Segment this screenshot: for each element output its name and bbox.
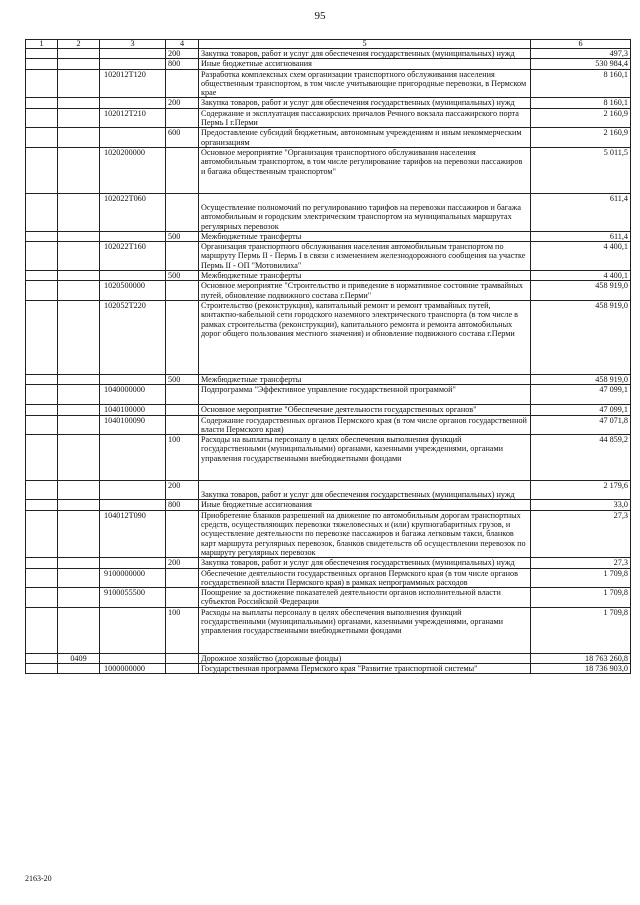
cell-section-code (26, 558, 58, 568)
cell-subsection-code (58, 281, 100, 301)
table-row (26, 663, 631, 673)
cell-amount: 1 709,8 (531, 588, 631, 608)
table-row (26, 300, 631, 374)
header-col-2: 2 (58, 40, 100, 49)
cell-target-article-code: 102012T210 (100, 108, 166, 128)
cell-description: Содержание государственных органов Пермского края (в том числе органов государственной власти Пермского края) (199, 415, 531, 435)
cell-expense-type-code (166, 568, 199, 588)
cell-description: Осуществление полномочий по регулированию тарифов на перевозки пассажиров и багажа автомобильным и городским электрическим транспортом на муниципальных маршрутах регулярных перевозок (199, 193, 531, 231)
cell-amount: 458 919,0 (531, 374, 631, 384)
cell-amount: 4 400,1 (531, 242, 631, 271)
cell-expense-type-code: 200 (166, 49, 199, 59)
cell-description: Межбюджетные трансферты (199, 374, 531, 384)
cell-target-article-code (100, 607, 166, 653)
cell-subsection-code (58, 49, 100, 59)
cell-description: Поощрение за достижение показателей деятельности органов исполнительной власти субъектов Российской Федерации (199, 588, 531, 608)
cell-section-code (26, 500, 58, 510)
cell-subsection-code (58, 588, 100, 608)
cell-section-code (26, 193, 58, 231)
table-row (26, 588, 631, 608)
cell-amount: 5 011,5 (531, 147, 631, 193)
cell-description: Дорожное хозяйство (дорожные фонды) (199, 653, 531, 663)
cell-section-code (26, 481, 58, 500)
cell-target-article-code: 1040100090 (100, 415, 166, 435)
cell-section-code (26, 69, 58, 98)
cell-subsection-code (58, 128, 100, 148)
cell-amount: 18 763 260,8 (531, 653, 631, 663)
cell-target-article-code (100, 231, 166, 241)
cell-amount: 458 919,0 (531, 300, 631, 374)
cell-description: Закупка товаров, работ и услуг для обеспечения государственных (муниципальных) нужд (199, 98, 531, 108)
table-row (26, 49, 631, 59)
cell-subsection-code: 0409 (58, 653, 100, 663)
cell-subsection-code (58, 481, 100, 500)
cell-target-article-code: 1040100000 (100, 405, 166, 415)
cell-description: Разработка комплексных схем организации транспортного обслуживания населения общественным транспортом, в том числе учитывающие пригородные перевозки, в Пермском крае (199, 69, 531, 98)
cell-subsection-code (58, 59, 100, 69)
cell-expense-type-code: 600 (166, 128, 199, 148)
cell-target-article-code: 9100000000 (100, 568, 166, 588)
document-code: 2163-20 (25, 874, 52, 883)
cell-description: Предоставление субсидий бюджетным, автономным учреждениям и иным некоммерческим организациям (199, 128, 531, 148)
cell-expense-type-code (166, 300, 199, 374)
cell-amount: 44 859,2 (531, 435, 631, 481)
cell-expense-type-code: 800 (166, 59, 199, 69)
cell-expense-type-code (166, 510, 199, 557)
table-row (26, 374, 631, 384)
cell-target-article-code: 102022T060 (100, 193, 166, 231)
cell-target-article-code: 1020200000 (100, 147, 166, 193)
cell-section-code (26, 128, 58, 148)
cell-amount: 2 160,9 (531, 108, 631, 128)
cell-description: Закупка товаров, работ и услуг для обеспечения государственных (муниципальных) нужд (199, 49, 531, 59)
cell-description: Межбюджетные трансферты (199, 271, 531, 281)
cell-subsection-code (58, 500, 100, 510)
cell-subsection-code (58, 69, 100, 98)
cell-expense-type-code (166, 69, 199, 98)
cell-subsection-code (58, 435, 100, 481)
cell-target-article-code (100, 500, 166, 510)
cell-expense-type-code: 800 (166, 500, 199, 510)
budget-table (25, 39, 631, 674)
table-row (26, 510, 631, 557)
cell-target-article-code: 1040000000 (100, 385, 166, 405)
cell-subsection-code (58, 374, 100, 384)
cell-description: Строительство (реконструкция), капитальный ремонт и ремонт трамвайных путей, контактно-кабельной сети городского наземного электрического транспорта (в том числе в рамках строительства (реконструкции), капитального ремонта и ремонта автомобильных дорог общего пользования местного значения) и обновление подвижного состава г.Перми (199, 300, 531, 374)
cell-amount: 33,0 (531, 500, 631, 510)
cell-target-article-code (100, 98, 166, 108)
cell-amount: 2 160,9 (531, 128, 631, 148)
cell-description: Государственная программа Пермского края "Развитие транспортной системы" (199, 663, 531, 673)
cell-target-article-code (100, 374, 166, 384)
cell-expense-type-code: 200 (166, 98, 199, 108)
cell-expense-type-code (166, 405, 199, 415)
cell-description: Расходы на выплаты персоналу в целях обеспечения выполнения функций государственными (муниципальными) органами, казенными учреждениями, органами управления государственными внебюджетными фондами (199, 435, 531, 481)
table-row (26, 415, 631, 435)
table-row (26, 271, 631, 281)
cell-section-code (26, 271, 58, 281)
cell-section-code (26, 588, 58, 608)
header-col-1: 1 (26, 40, 58, 49)
cell-subsection-code (58, 98, 100, 108)
cell-subsection-code (58, 147, 100, 193)
cell-section-code (26, 242, 58, 271)
cell-description: Приобретение бланков разрешений на движение по автомобильным дорогам транспортных средств, осуществляющих перевозки тяжеловесных и (или) крупногабаритных грузов, и осуществление деятельности по перевозке пассажиров и багажа легковым такси, бланков карт маршрута регулярных перевозок, бланков свидетельств об осуществлении перевозок по маршруту регулярных перевозок (199, 510, 531, 557)
cell-amount: 47 099,1 (531, 385, 631, 405)
cell-section-code (26, 147, 58, 193)
cell-target-article-code (100, 481, 166, 500)
cell-description: Содержание и эксплуатация пассажирских причалов Речного вокзала пассажирского порта Пермь I г.Перми (199, 108, 531, 128)
cell-expense-type-code (166, 281, 199, 301)
table-row (26, 59, 631, 69)
cell-section-code (26, 300, 58, 374)
cell-expense-type-code (166, 108, 199, 128)
cell-section-code (26, 98, 58, 108)
cell-target-article-code (100, 271, 166, 281)
cell-section-code (26, 568, 58, 588)
cell-target-article-code: 102022T160 (100, 242, 166, 271)
cell-description: Обеспечение деятельности государственных органов Пермского края (в том числе органов государственной власти Пермского края) в рамках непрограммных расходов (199, 568, 531, 588)
cell-target-article-code (100, 59, 166, 69)
cell-expense-type-code: 100 (166, 435, 199, 481)
cell-amount: 611,4 (531, 231, 631, 241)
cell-description: Основное мероприятие "Обеспечение деятельности государственных органов" (199, 405, 531, 415)
table-row (26, 558, 631, 568)
header-col-4: 4 (166, 40, 199, 49)
cell-amount: 1 709,8 (531, 568, 631, 588)
table-row (26, 231, 631, 241)
cell-subsection-code (58, 193, 100, 231)
cell-amount: 4 400,1 (531, 271, 631, 281)
table-row (26, 128, 631, 148)
table-row (26, 385, 631, 405)
cell-section-code (26, 607, 58, 653)
table-row (26, 481, 631, 500)
cell-section-code (26, 374, 58, 384)
cell-description: Подпрограмма "Эффективное управление государственной программой" (199, 385, 531, 405)
cell-section-code (26, 435, 58, 481)
cell-expense-type-code (166, 663, 199, 673)
cell-subsection-code (58, 271, 100, 281)
cell-subsection-code (58, 558, 100, 568)
table-row (26, 568, 631, 588)
cell-subsection-code (58, 300, 100, 374)
cell-amount: 458 919,0 (531, 281, 631, 301)
cell-amount: 8 160,1 (531, 69, 631, 98)
cell-target-article-code (100, 49, 166, 59)
cell-amount: 530 984,4 (531, 59, 631, 69)
cell-section-code (26, 653, 58, 663)
cell-description: Закупка товаров, работ и услуг для обеспечения государственных (муниципальных) нужд (199, 558, 531, 568)
cell-section-code (26, 663, 58, 673)
cell-section-code (26, 49, 58, 59)
cell-subsection-code (58, 415, 100, 435)
cell-amount: 27,3 (531, 558, 631, 568)
cell-section-code (26, 108, 58, 128)
table-row (26, 435, 631, 481)
cell-section-code (26, 405, 58, 415)
cell-expense-type-code: 500 (166, 374, 199, 384)
table-row (26, 242, 631, 271)
cell-section-code (26, 510, 58, 557)
cell-section-code (26, 231, 58, 241)
cell-description: Расходы на выплаты персоналу в целях обеспечения выполнения функций государственными (муниципальными) органами, казенными учреждениями, органами управления государственными внебюджетными фондами (199, 607, 531, 653)
table-row (26, 653, 631, 663)
table-row (26, 108, 631, 128)
cell-expense-type-code (166, 588, 199, 608)
cell-expense-type-code (166, 147, 199, 193)
cell-subsection-code (58, 108, 100, 128)
cell-expense-type-code: 500 (166, 271, 199, 281)
cell-expense-type-code (166, 415, 199, 435)
cell-target-article-code (100, 128, 166, 148)
cell-amount: 497,3 (531, 49, 631, 59)
cell-expense-type-code: 500 (166, 231, 199, 241)
cell-amount: 18 736 903,0 (531, 663, 631, 673)
cell-subsection-code (58, 405, 100, 415)
cell-amount: 1 709,8 (531, 607, 631, 653)
cell-subsection-code (58, 663, 100, 673)
cell-subsection-code (58, 607, 100, 653)
cell-description: Организация транспортного обслуживания населения автомобильным транспортом по маршруту Пермь II - Пермь I в связи с изменением железнодорожного сообщения на участке Пермь II - ОП "Мотовилиха" (199, 242, 531, 271)
cell-subsection-code (58, 385, 100, 405)
header-col-5: 5 (199, 40, 531, 49)
table-row (26, 98, 631, 108)
cell-target-article-code: 9100055500 (100, 588, 166, 608)
cell-expense-type-code (166, 242, 199, 271)
cell-target-article-code: 102012T120 (100, 69, 166, 98)
cell-subsection-code (58, 568, 100, 588)
table-row (26, 405, 631, 415)
page-number: 95 (314, 10, 326, 22)
cell-amount: 8 160,1 (531, 98, 631, 108)
cell-amount: 47 099,1 (531, 405, 631, 415)
table-row (26, 607, 631, 653)
cell-subsection-code (58, 242, 100, 271)
cell-expense-type-code: 200 (166, 558, 199, 568)
header-col-3: 3 (100, 40, 166, 49)
cell-expense-type-code (166, 193, 199, 231)
table-row (26, 147, 631, 193)
cell-amount: 2 179,6 (531, 481, 631, 500)
cell-expense-type-code: 100 (166, 607, 199, 653)
cell-description: Основное мероприятие "Строительство и приведение в нормативное состояние трамвайных путей, обновление подвижного состава г.Перми" (199, 281, 531, 301)
table-row (26, 193, 631, 231)
cell-expense-type-code: 200 (166, 481, 199, 500)
table-header-row (26, 40, 631, 49)
cell-target-article-code: 104012T090 (100, 510, 166, 557)
table-row (26, 281, 631, 301)
cell-description: Межбюджетные трансферты (199, 231, 531, 241)
cell-subsection-code (58, 510, 100, 557)
cell-description: Иные бюджетные ассигнования (199, 59, 531, 69)
table-row (26, 69, 631, 98)
cell-target-article-code (100, 558, 166, 568)
cell-target-article-code: 102052T220 (100, 300, 166, 374)
cell-target-article-code (100, 653, 166, 663)
cell-description: Закупка товаров, работ и услуг для обеспечения государственных (муниципальных) нужд (199, 481, 531, 500)
cell-target-article-code: 1020500000 (100, 281, 166, 301)
cell-amount: 611,4 (531, 193, 631, 231)
cell-section-code (26, 415, 58, 435)
cell-description: Основное мероприятие "Организация транспортного обслуживания населения автомобильным транспортом, в том числе регулирование тарифов на перевозки пассажиров и багажа общественным транспортом" (199, 147, 531, 193)
table-row (26, 500, 631, 510)
cell-section-code (26, 385, 58, 405)
cell-section-code (26, 59, 58, 69)
cell-subsection-code (58, 231, 100, 241)
cell-target-article-code (100, 435, 166, 481)
cell-description: Иные бюджетные ассигнования (199, 500, 531, 510)
cell-amount: 47 071,8 (531, 415, 631, 435)
cell-section-code (26, 281, 58, 301)
cell-amount: 27,3 (531, 510, 631, 557)
cell-expense-type-code (166, 653, 199, 663)
cell-target-article-code: 1000000000 (100, 663, 166, 673)
cell-expense-type-code (166, 385, 199, 405)
header-col-6: 6 (531, 40, 631, 49)
